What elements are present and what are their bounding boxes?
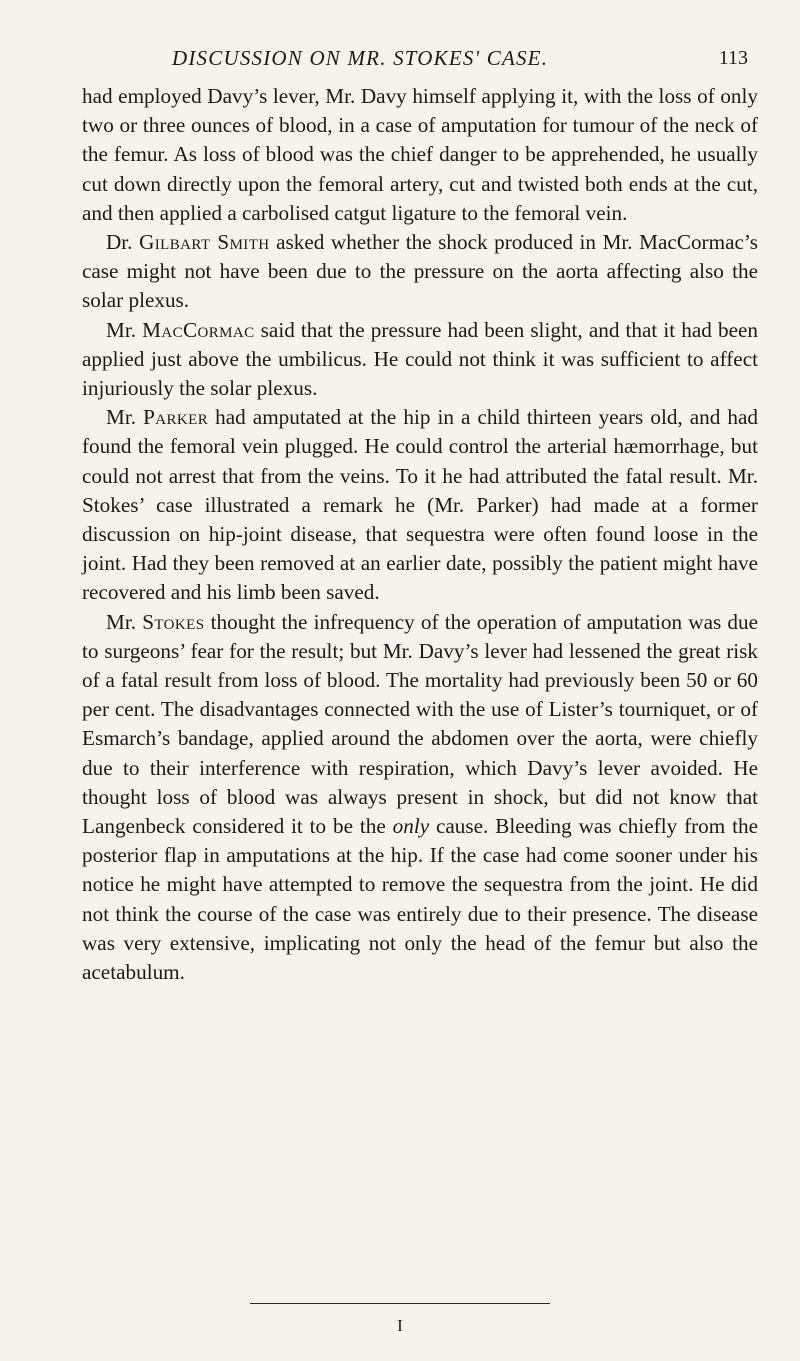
paragraph-text: had amputated at the hip in a child thirteen years old, and had found the femoral vein plugged. He could control the arterial hæmorrhage, but could not arrest that from the veins. To it he had attributed the fatal result. Mr. Stokes’ case illustrated a remark he (Mr. Parker) had made at a former discussion on hip-joint disease, that sequestra were often found loose in the joint. Had they been removed at an earlier date, possibly the patient might have recovered and his limb been saved. (82, 405, 758, 605)
speaker-prefix: Mr. (106, 405, 144, 430)
speaker-name: MacCormac (142, 317, 255, 342)
signature-mark: I (397, 1316, 403, 1335)
paragraph-stokes (82, 608, 758, 988)
speaker-prefix: Mr. (106, 609, 143, 634)
paragraph-parker (82, 403, 758, 607)
footer-rule (250, 1303, 550, 1304)
speaker-name: Stokes (142, 609, 205, 634)
page-number: 113 (718, 47, 748, 69)
paragraph-text: cause. Bleeding was chiefly from the posterior flap in amputations at the hip. If the case had come sooner under his notice he might have attempted to remove the sequestra from the joint. He did not think the course of the case was entirely due to their presence. The disease was very extensive, implicating not only the head of the femur but also the acetabulum. (82, 814, 759, 985)
paragraph-text: thought the infrequency of the operation of amputation was due to surgeons’ fear for the result; but Mr. Davy’s lever had lessened the great risk of a fatal result from loss of blood. The mortality had previously been 50 or 60 per cent. The disadvantages connected with the use of Lister’s tourniquet, or of Esmarch’s bandage, applied around the abdomen over the aorta, were chiefly due to their interference with respiration, which Davy’s lever avoided. He thought loss of blood was always present in shock, but did not know that Langenbeck considered it to be the (82, 609, 758, 839)
emphasis-word: only (392, 814, 430, 839)
speaker-name: Gilbart Smith (139, 230, 270, 255)
paragraph-continuation: had employed Davy’s lever, Mr. Davy himself applying it, with the loss of only two or three ounces of blood, in a case of amputation for tumour of the neck of the femur. As loss of blood was the chief danger to be apprehended, he usually cut down directly upon the femoral artery, cut and twisted both ends at the cut, and then applied a carbolised catgut ligature to the femoral vein. (82, 84, 758, 225)
running-title: DISCUSSION ON MR. STOKES' CASE. (172, 46, 549, 70)
body-text (82, 82, 758, 987)
speaker-prefix: Mr. (106, 317, 143, 342)
paragraph-maccormac (82, 316, 758, 404)
running-head (172, 44, 748, 74)
speaker-prefix: Dr. (106, 230, 140, 255)
paragraph-gilbart-smith (82, 228, 758, 316)
paragraph-text: asked whether the shock produced in Mr. MacCormac’s case might not have been due to the pressure on the aorta affecting also the solar plexus. (82, 230, 759, 313)
speaker-name: Parker (143, 405, 209, 430)
paragraph-text: said that the pressure had been slight, and that it had been applied just above the umbilicus. He could not think it was sufficient to affect injuriously the solar plexus. (82, 317, 758, 401)
